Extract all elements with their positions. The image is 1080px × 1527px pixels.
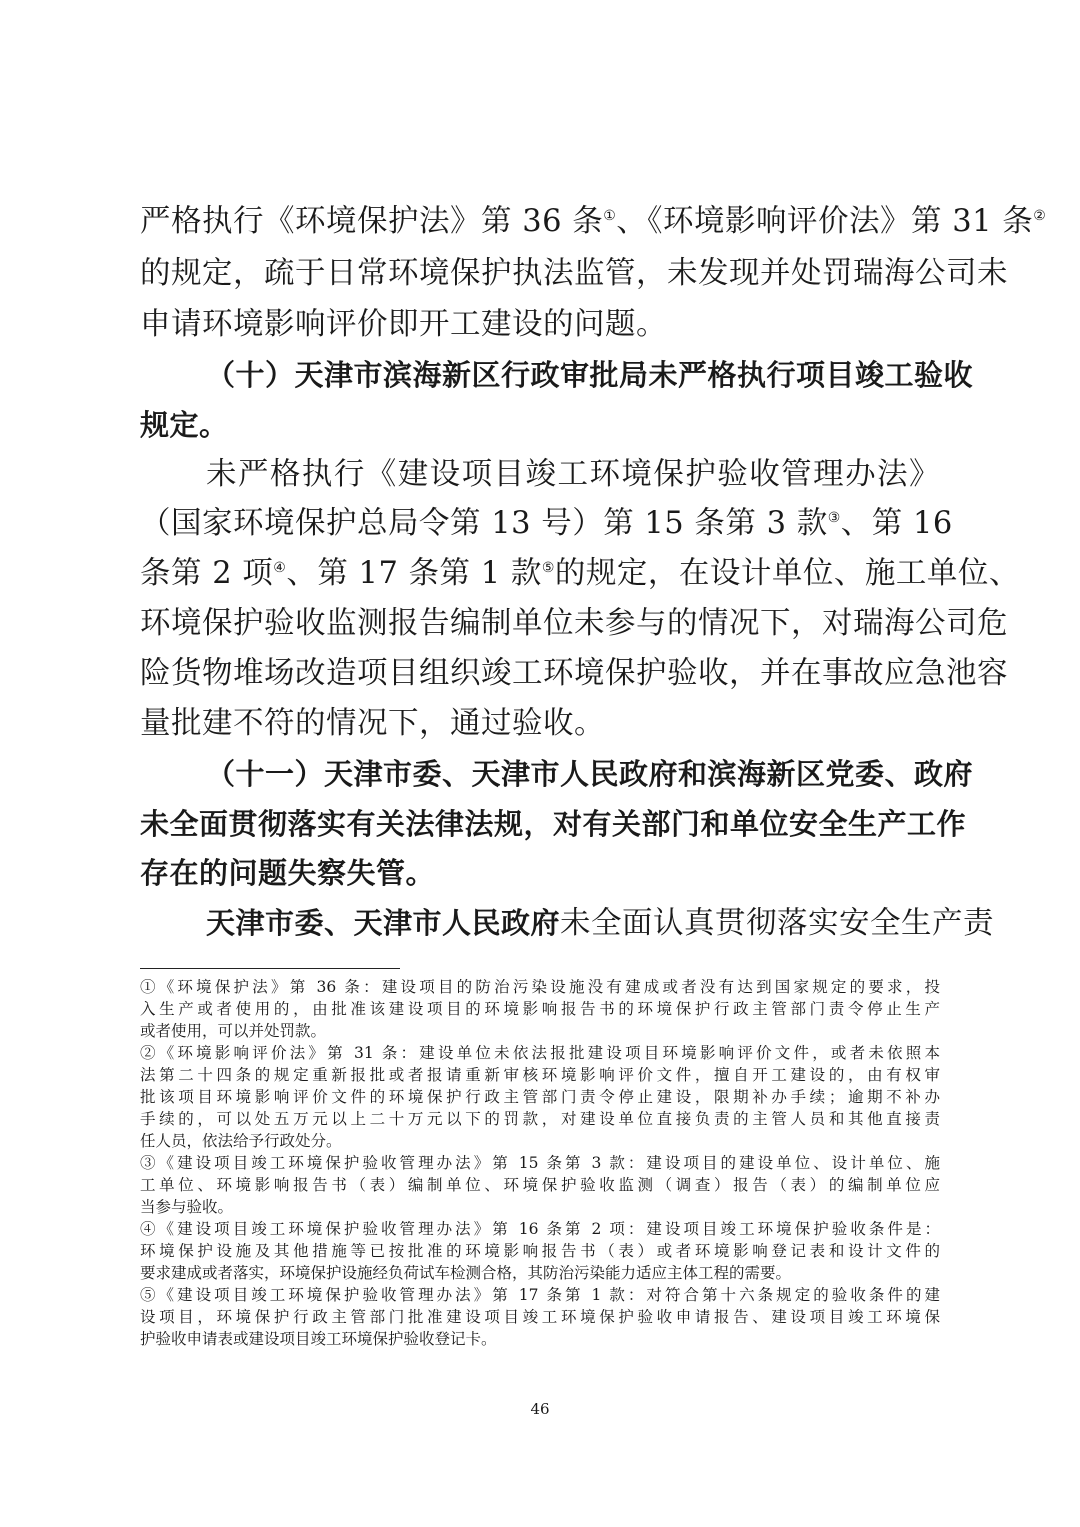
- body-line-p10-4: 环境保护验收监测报告编制单位未参与的情况下，对瑞海公司危: [140, 606, 1008, 641]
- footnote-ref-2[interactable]: ②: [1033, 207, 1047, 224]
- text-segment: 、第 16: [840, 506, 953, 541]
- footnote-ref-3[interactable]: ③: [827, 509, 841, 526]
- footnote-line: ⑤《建设项目竣工环境保护验收管理办法》第 17 条第 1 款：对符合第十六条规定的验收条件的建: [140, 1286, 940, 1304]
- footnote-line: 设项目，环境保护行政主管部门批准建设项目竣工环境保护验收申请报告、建设项目竣工环境保: [140, 1308, 940, 1326]
- footnote-line: 批该项目环境影响评价文件的环境保护行政主管部门责令停止建设，限期补办手续；逾期不补办: [140, 1088, 940, 1106]
- footnote-ref-4[interactable]: ④: [273, 559, 287, 576]
- body-line-p10-2: [140, 504, 953, 544]
- body-line-1: [140, 202, 1047, 242]
- footnote-line: 任人员，依法给予行政处分。: [140, 1132, 342, 1150]
- page-number: 46: [530, 1400, 550, 1418]
- footnote-ref-1[interactable]: ①: [603, 207, 617, 224]
- section-heading-10: （十）天津市滨海新区行政审批局未严格执行项目竣工验收: [206, 358, 974, 392]
- text-segment: 未全面认真贯彻落实安全生产责: [560, 906, 995, 941]
- text-segment: 、第 17 条第 1 款: [286, 556, 542, 591]
- body-line-p10-6: 量批建不符的情况下，通过验收。: [140, 706, 605, 741]
- section-heading-11: （十一）天津市委、天津市人民政府和滨海新区党委、政府: [206, 757, 974, 791]
- footnote-line: 环境保护设施及其他措施等已按批准的环境影响报告书（表）或者环境影响登记表和设计文件的: [140, 1242, 940, 1260]
- section-heading-11-cont-1: 未全面贯彻落实有关法律法规，对有关部门和单位安全生产工作: [140, 807, 967, 841]
- footnote-line: ④《建设项目竣工环境保护验收管理办法》第 16 条第 2 项：建设项目竣工环境保护验收条件是：: [140, 1220, 940, 1238]
- footnote-line: ③《建设项目竣工环境保护验收管理办法》第 15 条第 3 款：建设项目的建设单位、设计单位、施: [140, 1154, 940, 1172]
- body-line-2: 的规定，疏于日常环境保护执法监管，未发现并处罚瑞海公司未: [140, 256, 1008, 291]
- footnote-line: ②《环境影响评价法》第 31 条：建设单位未依法报批建设项目环境影响评价文件，或者未依照本: [140, 1044, 940, 1062]
- text-segment: 、《环境影响评价法》第 31 条: [616, 204, 1034, 239]
- text-segment: （国家环境保护总局令第 13 号）第 15 条第 3 款: [140, 506, 828, 541]
- text-segment: 条第 2 项: [140, 556, 274, 591]
- footnote-ref-5[interactable]: ⑤: [541, 559, 555, 576]
- footnote-line: 或者使用，可以并处罚款。: [140, 1022, 327, 1040]
- footnote-line: 护验收申请表或建设项目竣工环境保护验收登记卡。: [140, 1330, 497, 1348]
- footnote-line: 入生产或者使用的，由批准该建设项目的环境影响报告书的环境保护行政主管部门责令停止生产: [140, 1000, 940, 1018]
- body-line-p11-1: [206, 903, 995, 944]
- section-heading-11-cont-2: 存在的问题失察失管。: [140, 856, 436, 890]
- body-line-p10-1: 未严格执行《建设项目竣工环境保护验收管理办法》: [206, 457, 940, 492]
- footnote-separator: [140, 968, 400, 969]
- text-segment: 严格执行《环境保护法》第 36 条: [140, 204, 604, 239]
- body-line-p10-5: 险货物堆场改造项目组织竣工环境保护验收，并在事故应急池容: [140, 656, 1008, 691]
- footnote-line: 手续的，可以处五万元以上二十万元以下的罚款，对建设单位直接负责的主管人员和其他直接责: [140, 1110, 940, 1128]
- footnote-line: 工单位、环境影响报告书（表）编制单位、环境保护验收监测（调查）报告（表）的编制单位应: [140, 1176, 940, 1194]
- emphasis-text: 天津市委、天津市人民政府: [206, 906, 561, 940]
- footnote-line: ①《环境保护法》第 36 条：建设项目的防治污染设施没有建成或者没有达到国家规定的要求，投: [140, 978, 940, 996]
- section-heading-10-cont: 规定。: [140, 408, 229, 442]
- body-line-p10-3: [140, 554, 1020, 594]
- text-segment: 的规定，在设计单位、施工单位、: [554, 556, 1020, 591]
- footnote-line: 要求建成或者落实，环境保护设施经负荷试车检测合格，其防治污染能力适应主体工程的需要。: [140, 1264, 792, 1282]
- footnote-line: 当参与验收。: [140, 1198, 234, 1216]
- body-line-3: 申请环境影响评价即开工建设的问题。: [140, 307, 667, 342]
- footnote-line: 法第二十四条的规定重新报批或者报请重新审核环境影响评价文件，擅自开工建设的，由有权审: [140, 1066, 940, 1084]
